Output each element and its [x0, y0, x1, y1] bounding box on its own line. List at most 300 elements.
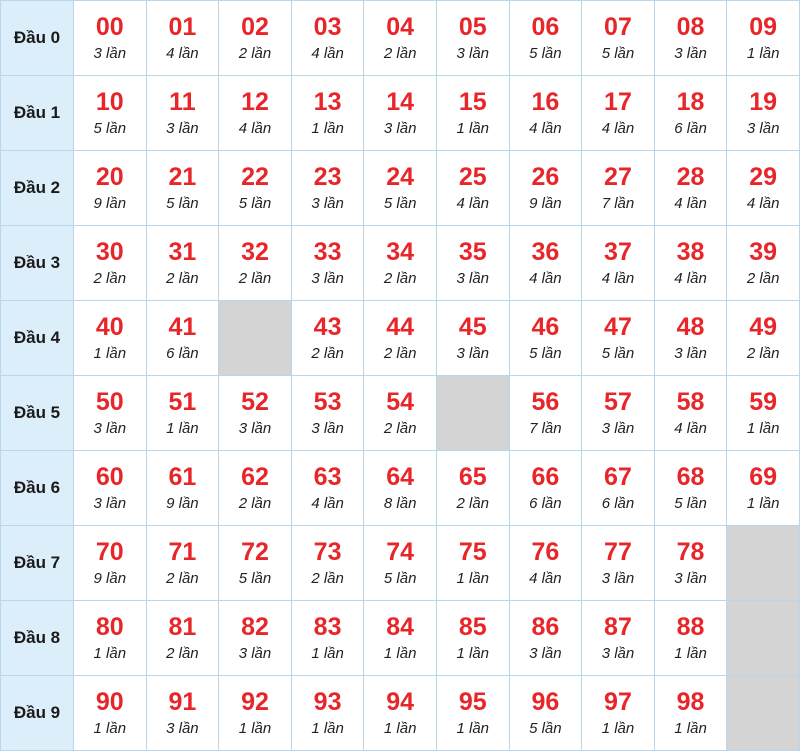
- cell-number: 00: [95, 12, 124, 41]
- table-row: [1, 676, 800, 751]
- row-header-2: Đầu 2: [1, 151, 74, 226]
- cell-count: 4 lần: [601, 270, 635, 287]
- row-header-0: Đầu 0: [1, 1, 74, 76]
- cell-number: 23: [313, 162, 342, 191]
- cell-number: 05: [458, 12, 487, 41]
- number-cell[interactable]: [509, 601, 582, 676]
- number-cell[interactable]: [146, 76, 219, 151]
- cell-number: 19: [749, 87, 778, 116]
- number-cell[interactable]: [364, 451, 437, 526]
- number-cell[interactable]: [291, 451, 364, 526]
- cell-number: 35: [458, 237, 487, 266]
- number-cell-empty: [727, 676, 800, 751]
- cell-count: 2 lần: [311, 345, 344, 362]
- cell-count: 3 lần: [746, 120, 780, 137]
- cell-number: 95: [458, 687, 487, 716]
- table-row: [1, 151, 800, 226]
- table-row: [1, 601, 800, 676]
- cell-number: 20: [95, 162, 124, 191]
- row-header-9: Đầu 9: [1, 676, 74, 751]
- number-cell[interactable]: [582, 76, 655, 151]
- number-cell[interactable]: [291, 226, 364, 301]
- number-cell[interactable]: [727, 226, 800, 301]
- cell-count: 3 lần: [674, 570, 707, 587]
- number-cell[interactable]: [509, 301, 582, 376]
- number-cell[interactable]: [436, 151, 509, 226]
- cell-count: 1 lần: [93, 345, 127, 362]
- number-cell[interactable]: [582, 601, 655, 676]
- cell-count: 4 lần: [529, 270, 562, 287]
- number-cell[interactable]: [219, 601, 292, 676]
- cell-number: 07: [604, 12, 632, 41]
- cell-count: 3 lần: [601, 645, 635, 662]
- cell-number: 18: [676, 87, 705, 116]
- number-cell[interactable]: [654, 376, 727, 451]
- cell-number: 72: [241, 537, 269, 566]
- number-cell[interactable]: [364, 601, 437, 676]
- cell-count: 6 lần: [674, 120, 707, 137]
- cell-number: 61: [168, 462, 197, 491]
- cell-count: 7 lần: [529, 420, 562, 437]
- cell-count: 5 lần: [238, 195, 272, 212]
- cell-number: 49: [749, 312, 778, 341]
- cell-count: 5 lần: [383, 195, 417, 212]
- cell-count: 6 lần: [166, 345, 199, 362]
- cell-count: 4 lần: [529, 120, 562, 137]
- cell-number: 30: [95, 237, 124, 266]
- cell-count: 9 lần: [93, 195, 127, 212]
- cell-count: 2 lần: [383, 270, 417, 287]
- number-cell[interactable]: [582, 151, 655, 226]
- cell-count: 3 lần: [166, 720, 199, 737]
- number-cell[interactable]: [509, 1, 582, 76]
- cell-number: 08: [676, 12, 705, 41]
- number-cell[interactable]: [582, 676, 655, 751]
- number-cell[interactable]: [364, 676, 437, 751]
- number-cell[interactable]: [582, 1, 655, 76]
- cell-count: 9 lần: [93, 570, 127, 587]
- cell-number: 39: [749, 237, 778, 266]
- number-cell[interactable]: [582, 451, 655, 526]
- cell-number: 26: [531, 162, 560, 191]
- table-row: [1, 301, 800, 376]
- cell-number: 56: [531, 387, 560, 416]
- cell-count: 5 lần: [529, 45, 562, 62]
- number-cell[interactable]: [727, 76, 800, 151]
- cell-number: 27: [604, 162, 632, 191]
- cell-count: 4 lần: [674, 420, 707, 437]
- cell-count: 1 lần: [311, 720, 344, 737]
- number-cell[interactable]: [582, 226, 655, 301]
- cell-number: 78: [676, 537, 705, 566]
- cell-count: 4 lần: [529, 570, 562, 587]
- number-cell[interactable]: [509, 526, 582, 601]
- number-cell[interactable]: [146, 376, 219, 451]
- number-cell[interactable]: [654, 676, 727, 751]
- number-cell[interactable]: [509, 676, 582, 751]
- cell-number: 67: [604, 462, 632, 491]
- number-cell[interactable]: [219, 1, 292, 76]
- cell-count: 4 lần: [456, 195, 490, 212]
- cell-number: 81: [168, 612, 197, 641]
- cell-number: 50: [95, 387, 124, 416]
- cell-count: 1 lần: [601, 720, 635, 737]
- cell-number: 57: [604, 387, 632, 416]
- number-cell[interactable]: [364, 226, 437, 301]
- number-cell[interactable]: [291, 301, 364, 376]
- row-header-6: Đầu 6: [1, 451, 74, 526]
- table-row: [1, 451, 800, 526]
- cell-number: 93: [313, 687, 342, 716]
- cell-count: 1 lần: [383, 645, 417, 662]
- table-row: [1, 1, 800, 76]
- number-cell[interactable]: [364, 1, 437, 76]
- cell-count: 3 lần: [601, 570, 635, 587]
- cell-count: 3 lần: [311, 270, 344, 287]
- number-cell[interactable]: [436, 601, 509, 676]
- cell-number: 60: [95, 462, 124, 491]
- number-cell[interactable]: [291, 151, 364, 226]
- number-cell-empty: [727, 526, 800, 601]
- number-cell[interactable]: [74, 76, 147, 151]
- cell-count: 3 lần: [383, 120, 417, 137]
- cell-number: 36: [531, 237, 560, 266]
- number-cell[interactable]: [436, 1, 509, 76]
- cell-count: 5 lần: [529, 345, 562, 362]
- cell-number: 03: [313, 12, 342, 41]
- number-cell[interactable]: [436, 526, 509, 601]
- cell-count: 2 lần: [166, 645, 199, 662]
- cell-number: 88: [676, 612, 705, 641]
- cell-count: 1 lần: [93, 645, 127, 662]
- cell-count: 6 lần: [529, 495, 562, 512]
- cell-number: 22: [241, 162, 269, 191]
- cell-number: 52: [241, 387, 269, 416]
- cell-count: 3 lần: [93, 45, 127, 62]
- number-cell[interactable]: [291, 601, 364, 676]
- number-cell[interactable]: [727, 151, 800, 226]
- number-cell[interactable]: [727, 301, 800, 376]
- table-row: [1, 226, 800, 301]
- cell-count: 4 lần: [238, 120, 272, 137]
- cell-count: 4 lần: [674, 195, 707, 212]
- number-cell[interactable]: [436, 451, 509, 526]
- cell-count: 3 lần: [601, 420, 635, 437]
- number-cell[interactable]: [219, 676, 292, 751]
- number-cell[interactable]: [364, 76, 437, 151]
- number-cell[interactable]: [364, 301, 437, 376]
- cell-number: 37: [604, 237, 632, 266]
- cell-number: 51: [168, 387, 197, 416]
- cell-number: 82: [241, 612, 269, 641]
- row-header-1: Đầu 1: [1, 76, 74, 151]
- number-cell[interactable]: [74, 226, 147, 301]
- cell-number: 14: [386, 87, 415, 116]
- number-cell[interactable]: [727, 451, 800, 526]
- cell-count: 4 lần: [674, 270, 707, 287]
- cell-count: 3 lần: [456, 345, 490, 362]
- cell-count: 1 lần: [311, 120, 344, 137]
- cell-number: 66: [531, 462, 560, 491]
- cell-number: 91: [168, 687, 197, 716]
- cell-number: 44: [386, 312, 415, 341]
- number-cell[interactable]: [146, 676, 219, 751]
- cell-number: 87: [604, 612, 632, 641]
- cell-count: 2 lần: [238, 45, 272, 62]
- cell-number: 98: [676, 687, 705, 716]
- number-cell[interactable]: [582, 376, 655, 451]
- cell-number: 76: [531, 537, 560, 566]
- number-cell[interactable]: [219, 451, 292, 526]
- cell-count: 4 lần: [601, 120, 635, 137]
- cell-number: 68: [676, 462, 705, 491]
- cell-count: 2 lần: [93, 270, 127, 287]
- cell-count: 2 lần: [166, 270, 199, 287]
- cell-number: 24: [386, 162, 415, 191]
- cell-number: 85: [458, 612, 487, 641]
- number-cell[interactable]: [291, 526, 364, 601]
- number-cell[interactable]: [74, 601, 147, 676]
- cell-count: 3 lần: [166, 120, 199, 137]
- table-row: [1, 526, 800, 601]
- number-cell[interactable]: [654, 226, 727, 301]
- cell-number: 97: [604, 687, 632, 716]
- cell-number: 02: [241, 12, 269, 41]
- table-row: [1, 376, 800, 451]
- cell-number: 25: [458, 162, 487, 191]
- cell-number: 65: [458, 462, 487, 491]
- number-cell[interactable]: [291, 1, 364, 76]
- cell-count: 2 lần: [238, 270, 272, 287]
- number-cell[interactable]: [582, 526, 655, 601]
- cell-number: 96: [531, 687, 560, 716]
- number-cell[interactable]: [291, 676, 364, 751]
- number-cell[interactable]: [509, 151, 582, 226]
- cell-number: 58: [676, 387, 705, 416]
- number-cell[interactable]: [364, 151, 437, 226]
- number-cell[interactable]: [654, 526, 727, 601]
- cell-number: 80: [95, 612, 124, 641]
- cell-count: 3 lần: [674, 345, 707, 362]
- row-header-5: Đầu 5: [1, 376, 74, 451]
- cell-count: 3 lần: [674, 45, 707, 62]
- cell-count: 5 lần: [383, 570, 417, 587]
- cell-count: 1 lần: [746, 420, 780, 437]
- cell-count: 3 lần: [93, 495, 127, 512]
- cell-count: 3 lần: [529, 645, 562, 662]
- cell-number: 16: [531, 87, 560, 116]
- table-row: [1, 76, 800, 151]
- cell-count: 2 lần: [746, 270, 780, 287]
- cell-number: 54: [386, 387, 415, 416]
- number-cell[interactable]: [291, 376, 364, 451]
- cell-count: 5 lần: [674, 495, 707, 512]
- number-cell[interactable]: [509, 76, 582, 151]
- cell-count: 3 lần: [311, 420, 344, 437]
- number-cell[interactable]: [364, 526, 437, 601]
- cell-count: 1 lần: [383, 720, 417, 737]
- cell-number: 73: [313, 537, 342, 566]
- cell-number: 34: [386, 237, 415, 266]
- number-cell[interactable]: [74, 526, 147, 601]
- cell-number: 69: [749, 462, 778, 491]
- cell-number: 62: [241, 462, 269, 491]
- row-header-4: Đầu 4: [1, 301, 74, 376]
- cell-count: 1 lần: [311, 645, 344, 662]
- row-header-3: Đầu 3: [1, 226, 74, 301]
- cell-count: 2 lần: [383, 420, 417, 437]
- cell-count: 2 lần: [456, 495, 490, 512]
- cell-number: 48: [676, 312, 705, 341]
- cell-number: 06: [531, 12, 560, 41]
- cell-count: 1 lần: [456, 645, 490, 662]
- cell-number: 83: [313, 612, 342, 641]
- number-cell[interactable]: [654, 601, 727, 676]
- cell-number: 13: [313, 87, 342, 116]
- number-cell[interactable]: [74, 376, 147, 451]
- cell-number: 21: [168, 162, 197, 191]
- cell-number: 77: [604, 537, 632, 566]
- cell-count: 8 lần: [383, 495, 417, 512]
- cell-count: 1 lần: [238, 720, 272, 737]
- number-cell[interactable]: [436, 676, 509, 751]
- number-cell[interactable]: [291, 76, 364, 151]
- cell-number: 31: [168, 237, 197, 266]
- cell-count: 3 lần: [238, 645, 272, 662]
- number-cell[interactable]: [509, 451, 582, 526]
- number-cell-empty: [436, 376, 509, 451]
- table-body: [1, 1, 800, 751]
- cell-count: 2 lần: [383, 45, 417, 62]
- cell-count: 4 lần: [311, 495, 344, 512]
- cell-count: 1 lần: [456, 720, 490, 737]
- cell-number: 04: [386, 12, 415, 41]
- cell-count: 6 lần: [601, 495, 635, 512]
- number-cell[interactable]: [654, 151, 727, 226]
- number-cell[interactable]: [654, 301, 727, 376]
- number-cell[interactable]: [509, 226, 582, 301]
- row-header-8: Đầu 8: [1, 601, 74, 676]
- number-cell[interactable]: [436, 301, 509, 376]
- number-cell-empty: [219, 301, 292, 376]
- cell-number: 17: [604, 87, 632, 116]
- cell-count: 1 lần: [746, 495, 780, 512]
- cell-number: 15: [458, 87, 487, 116]
- number-cell[interactable]: [436, 226, 509, 301]
- cell-number: 59: [749, 387, 778, 416]
- cell-number: 33: [313, 237, 342, 266]
- cell-number: 01: [168, 12, 197, 41]
- cell-number: 40: [95, 312, 124, 341]
- cell-count: 1 lần: [746, 45, 780, 62]
- number-cell[interactable]: [654, 451, 727, 526]
- cell-number: 71: [168, 537, 197, 566]
- cell-number: 86: [531, 612, 560, 641]
- cell-number: 64: [386, 462, 415, 491]
- number-cell[interactable]: [219, 151, 292, 226]
- cell-number: 70: [95, 537, 124, 566]
- number-cell[interactable]: [219, 376, 292, 451]
- cell-count: 9 lần: [166, 495, 199, 512]
- number-cell[interactable]: [509, 376, 582, 451]
- number-cell[interactable]: [146, 451, 219, 526]
- number-cell-empty: [727, 601, 800, 676]
- cell-number: 84: [386, 612, 415, 641]
- number-cell[interactable]: [654, 1, 727, 76]
- cell-count: 2 lần: [311, 570, 344, 587]
- number-cell[interactable]: [727, 1, 800, 76]
- number-cell[interactable]: [727, 376, 800, 451]
- number-cell[interactable]: [146, 1, 219, 76]
- number-cell[interactable]: [74, 451, 147, 526]
- number-cell[interactable]: [146, 301, 219, 376]
- cell-count: 1 lần: [456, 120, 490, 137]
- number-cell[interactable]: [219, 226, 292, 301]
- number-cell[interactable]: [74, 1, 147, 76]
- number-cell[interactable]: [74, 301, 147, 376]
- number-cell[interactable]: [364, 376, 437, 451]
- number-cell[interactable]: [146, 151, 219, 226]
- cell-number: 74: [386, 537, 415, 566]
- cell-count: 1 lần: [674, 645, 707, 662]
- number-cell[interactable]: [146, 526, 219, 601]
- cell-number: 38: [676, 237, 705, 266]
- cell-count: 2 lần: [238, 495, 272, 512]
- cell-count: 5 lần: [529, 720, 562, 737]
- number-cell[interactable]: [436, 76, 509, 151]
- cell-count: 4 lần: [746, 195, 780, 212]
- number-cell[interactable]: [219, 526, 292, 601]
- cell-number: 09: [749, 12, 778, 41]
- cell-count: 3 lần: [456, 270, 490, 287]
- number-cell[interactable]: [146, 226, 219, 301]
- cell-count: 5 lần: [166, 195, 199, 212]
- cell-number: 53: [313, 387, 342, 416]
- cell-number: 90: [95, 687, 124, 716]
- cell-number: 43: [313, 312, 342, 341]
- number-cell[interactable]: [654, 76, 727, 151]
- cell-count: 4 lần: [311, 45, 344, 62]
- cell-count: 3 lần: [456, 45, 490, 62]
- cell-count: 3 lần: [311, 195, 344, 212]
- number-cell[interactable]: [146, 601, 219, 676]
- cell-number: 11: [169, 87, 196, 116]
- cell-number: 12: [241, 87, 269, 116]
- cell-number: 94: [386, 687, 415, 716]
- number-cell[interactable]: [219, 76, 292, 151]
- number-cell[interactable]: [74, 676, 147, 751]
- cell-count: 5 lần: [601, 345, 635, 362]
- cell-count: 3 lần: [238, 420, 272, 437]
- number-cell[interactable]: [74, 151, 147, 226]
- cell-number: 75: [458, 537, 487, 566]
- cell-count: 7 lần: [601, 195, 635, 212]
- cell-count: 3 lần: [93, 420, 127, 437]
- cell-count: 5 lần: [93, 120, 127, 137]
- cell-count: 2 lần: [166, 570, 199, 587]
- cell-count: 5 lần: [601, 45, 635, 62]
- cell-number: 47: [604, 312, 632, 341]
- cell-count: 2 lần: [383, 345, 417, 362]
- cell-number: 45: [458, 312, 487, 341]
- cell-number: 41: [168, 312, 197, 341]
- cell-number: 92: [241, 687, 269, 716]
- cell-count: 1 lần: [93, 720, 127, 737]
- cell-count: 9 lần: [529, 195, 562, 212]
- number-cell[interactable]: [582, 301, 655, 376]
- cell-number: 32: [241, 237, 269, 266]
- cell-count: 1 lần: [674, 720, 707, 737]
